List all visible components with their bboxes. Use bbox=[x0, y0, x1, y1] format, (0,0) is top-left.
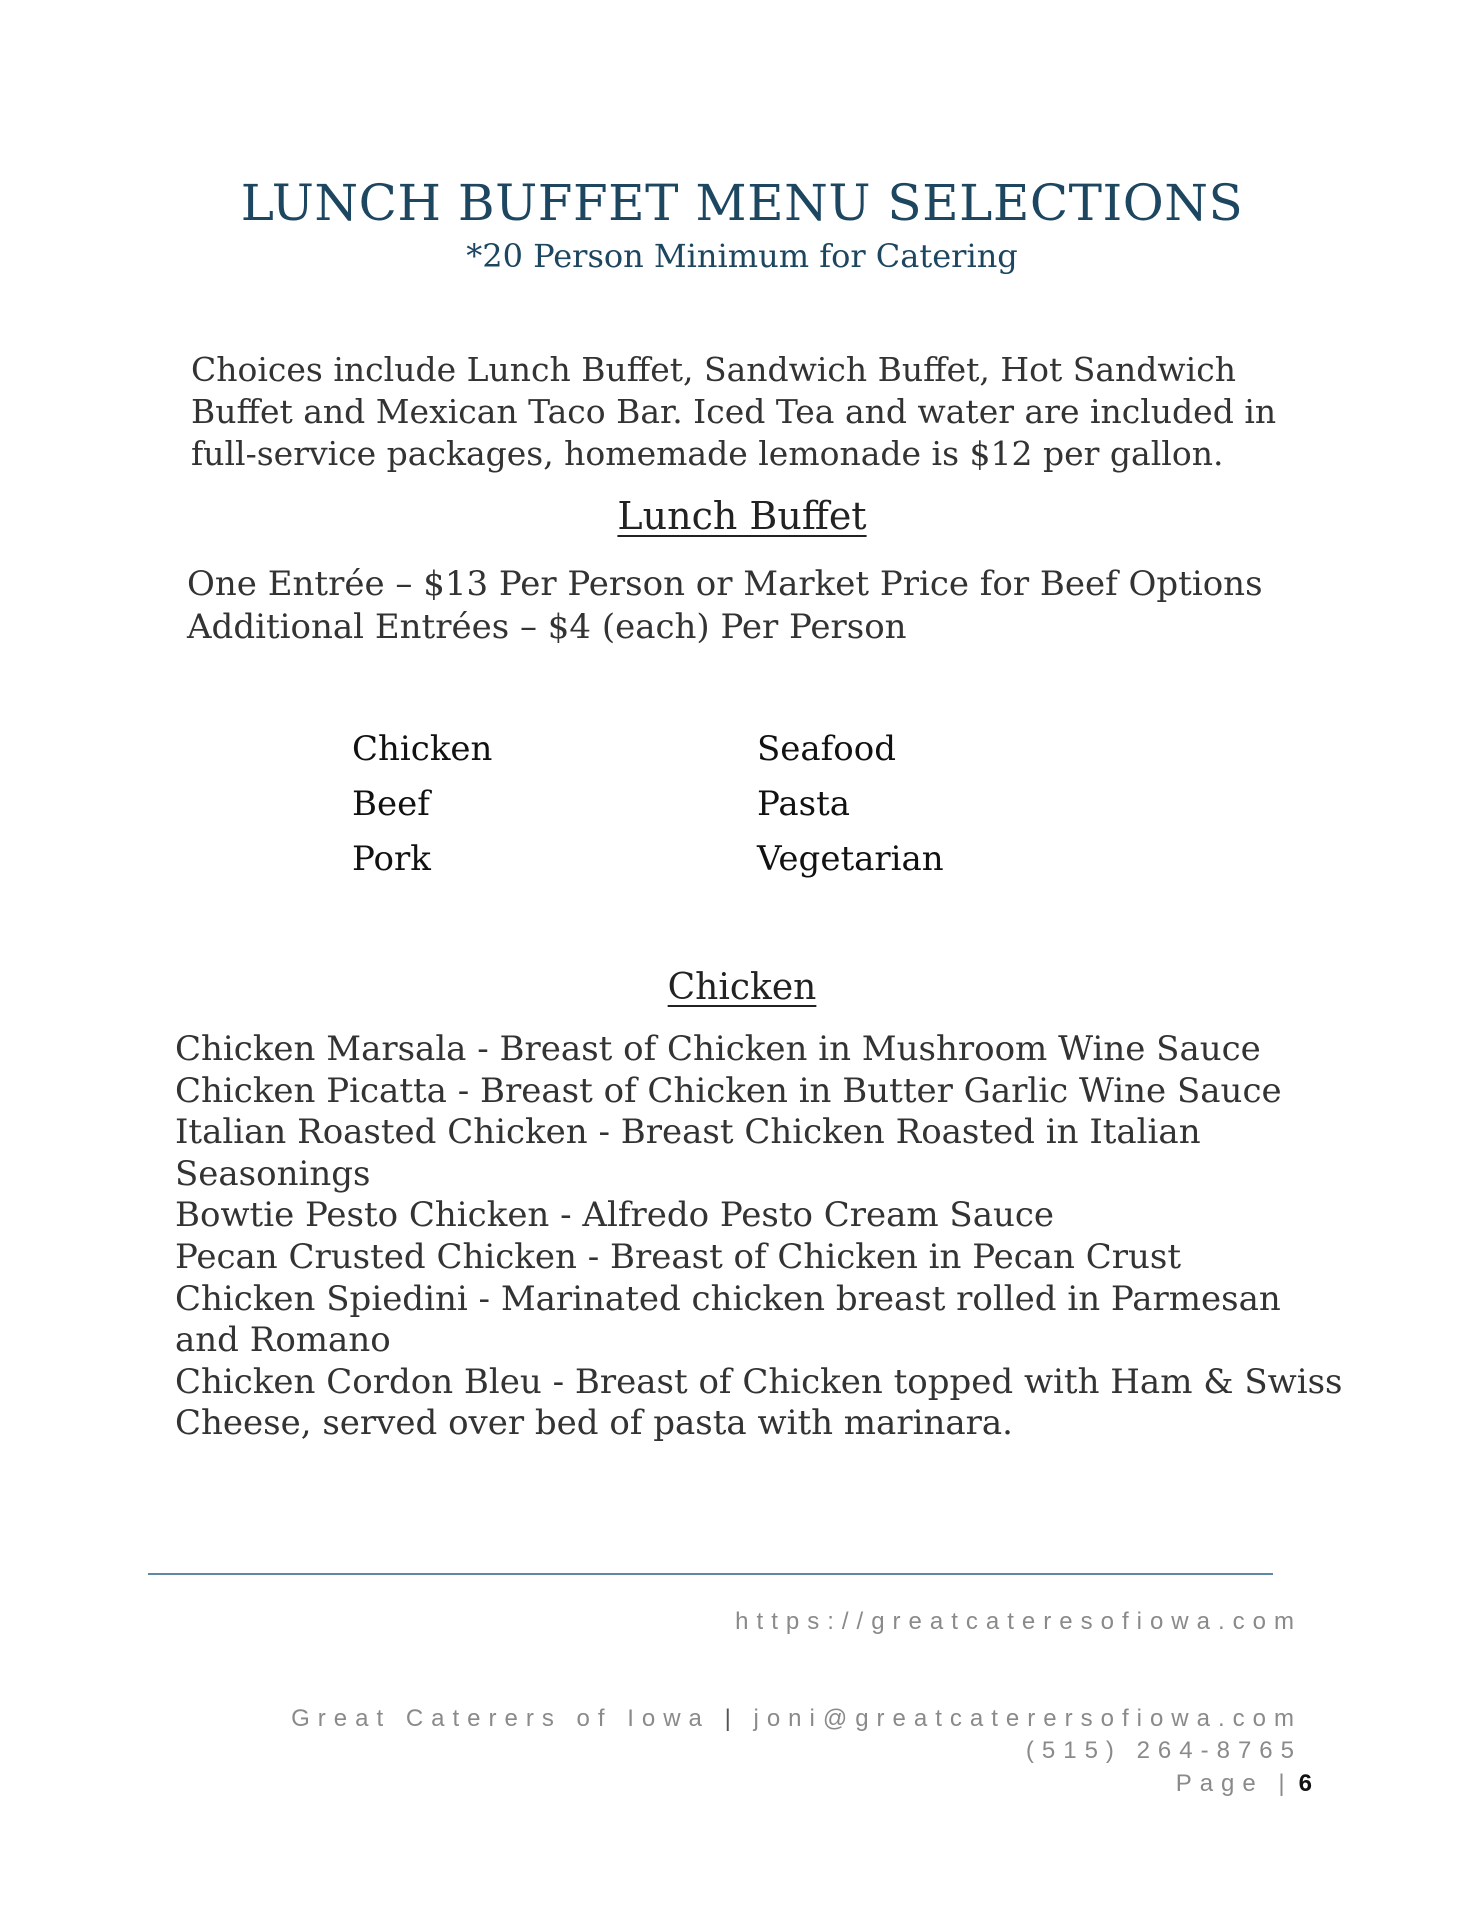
list-item: Cheese, served over bed of pasta with marinara. bbox=[175, 1403, 1013, 1444]
footer-contact bbox=[291, 1705, 1302, 1733]
list-item: Pecan Crusted Chicken - Breast of Chicken in Pecan Crust bbox=[175, 1236, 1182, 1277]
footer-phone: (515) 264-8765 bbox=[1025, 1737, 1302, 1764]
footer-url-link[interactable]: https://greatcateresofiowa.com bbox=[735, 1608, 1302, 1635]
page-label: Page | bbox=[1175, 1770, 1293, 1797]
list-item: Italian Roasted Chicken - Breast Chicken Roasted in Italian bbox=[175, 1112, 1201, 1153]
category-pork: Pork bbox=[352, 839, 431, 879]
chicken-heading: Chicken bbox=[667, 967, 817, 1008]
page-number: 6 bbox=[1298, 1770, 1312, 1797]
footer-divider bbox=[148, 1573, 1273, 1575]
pricing-line: Additional Entrées – $4 (each) Per Person bbox=[187, 607, 907, 647]
pricing-block bbox=[187, 563, 1263, 649]
list-item: Chicken Spiedini - Marinated chicken breast rolled in Parmesan bbox=[175, 1278, 1281, 1319]
list-item: Seasonings bbox=[175, 1153, 371, 1194]
footer-separator: | bbox=[724, 1705, 739, 1732]
category-pasta: Pasta bbox=[757, 784, 851, 824]
chicken-menu-list bbox=[175, 1029, 1345, 1445]
intro-paragraph bbox=[191, 349, 1311, 475]
page-subtitle: *20 Person Minimum for Catering bbox=[466, 237, 1018, 275]
category-beef: Beef bbox=[352, 784, 430, 824]
list-item: Bowtie Pesto Chicken - Alfredo Pesto Cream Sauce bbox=[175, 1195, 1055, 1236]
category-vegetarian: Vegetarian bbox=[757, 839, 944, 879]
footer-email-link[interactable]: joni@greatcaterersofiowa.com bbox=[753, 1705, 1302, 1732]
list-item: Chicken Picatta - Breast of Chicken in Butter Garlic Wine Sauce bbox=[175, 1070, 1282, 1111]
list-item: and Romano bbox=[175, 1320, 391, 1361]
footer-company: Great Caterers of Iowa bbox=[291, 1705, 710, 1732]
intro-line: full-service packages, homemade lemonade is $12 per gallon. bbox=[191, 434, 1224, 473]
list-item: Chicken Marsala - Breast of Chicken in Mushroom Wine Sauce bbox=[175, 1029, 1261, 1069]
entree-categories bbox=[352, 728, 1052, 880]
intro-line: Buffet and Mexican Taco Bar. Iced Tea and water are included in bbox=[191, 392, 1277, 431]
category-chicken: Chicken bbox=[352, 729, 493, 769]
list-item: Chicken Cordon Bleu - Breast of Chicken topped with Ham & Swiss bbox=[175, 1361, 1343, 1402]
category-seafood: Seafood bbox=[757, 729, 896, 769]
lunch-buffet-heading: Lunch Buffet bbox=[617, 494, 867, 538]
intro-line: Choices include Lunch Buffet, Sandwich Buffet, Hot Sandwich bbox=[191, 350, 1236, 389]
page-title: LUNCH BUFFET MENU SELECTIONS bbox=[240, 174, 1244, 232]
pricing-line: One Entrée – $13 Per Person or Market Price for Beef Options bbox=[187, 564, 1263, 604]
page-number-block bbox=[1176, 1770, 1312, 1798]
